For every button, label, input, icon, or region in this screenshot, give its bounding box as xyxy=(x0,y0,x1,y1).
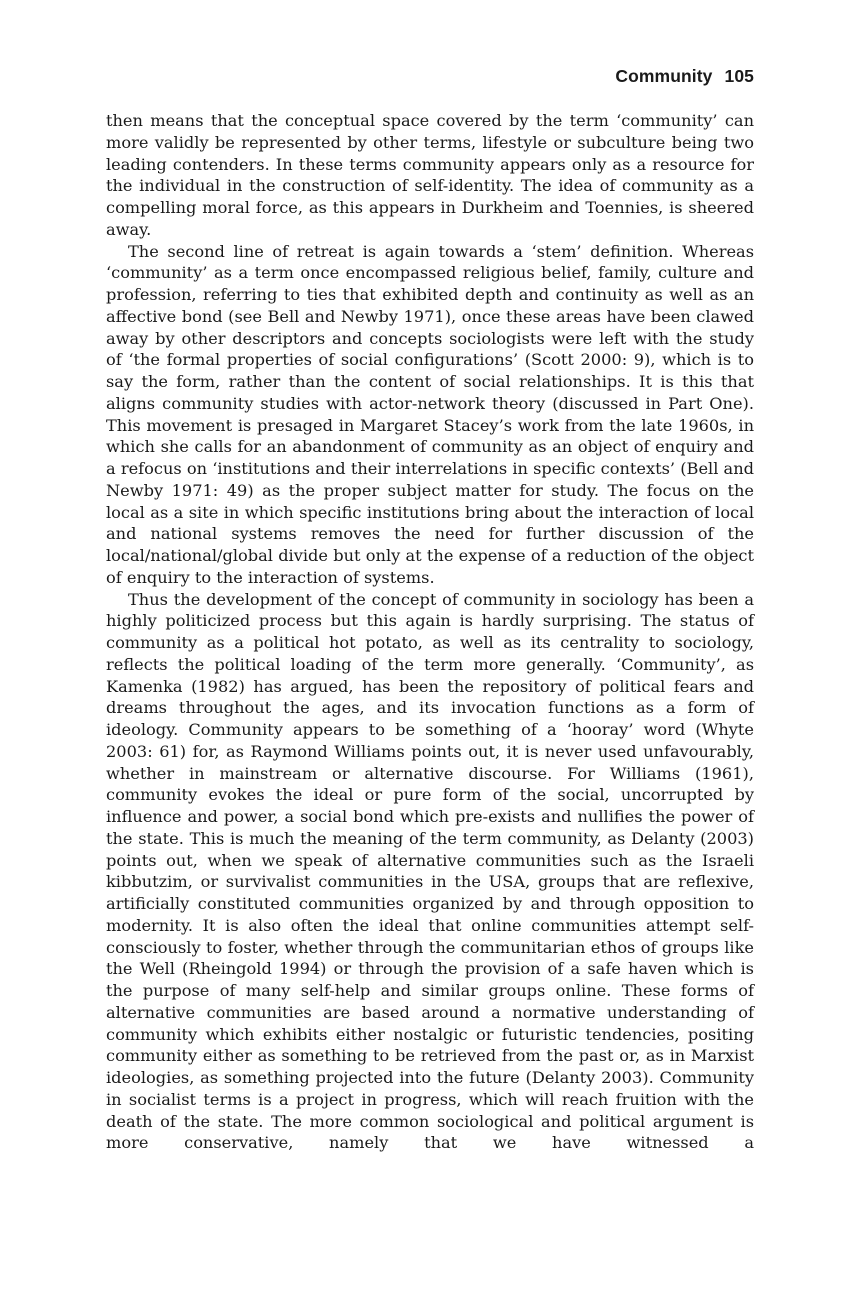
running-head xyxy=(615,66,754,87)
paragraph-continuation: then means that the conceptual space covered by the term ‘community’ can more validly be represented by other terms, lifestyle or subculture being two leading contenders. In these terms community appears only as a resource for the individual in the construction of self-identity. The idea of community as a compelling moral force, as this appears in Durkheim and Toennies, is sheered away. xyxy=(106,111,754,239)
running-head-title: Community xyxy=(615,66,713,86)
body-text xyxy=(106,110,754,1154)
paragraph-second-line-of-retreat: The second line of retreat is again towards a ‘stem’ definition. Whereas ‘community’ as a term once encompassed religious belief, family, culture and profession, referring to ties that exhibited depth and continuity as well as an affective bond (see Bell and Newby 1971), once these areas have been clawed away by other descriptors and concepts sociologists were left with the study of ‘the formal properties of social configurations’ (Scott 2000: 9), which is to say the form, rather than the content of social relationships. It is this that aligns community studies with actor-network theory (discussed in Part One). This movement is presaged in Margaret Stacey’s work from the late 1960s, in which she calls for an abandonment of community as an object of enquiry and a refocus on ‘institutions and their interrelations in specific contexts’ (Bell and Newby 1971: 49) as the proper subject matter for study. The focus on the local as a site in which specific institutions bring about the interaction of local and national systems removes the need for further discussion of the local/national/global divide but only at the expense of a reduction of the object of enquiry to the interaction of systems. xyxy=(106,241,754,587)
paragraph-politicized-process: Thus the development of the concept of community in sociology has been a highly politicized process but this again is hardly surprising. The status of community as a political hot potato, as well as its centrality to sociology, reflects the political loading of the term more generally. ‘Community’, as Kamenka (1982) has argued, has been the repository of political fears and dreams throughout the ages, and its invocation functions as a form of ideology. Community appears to be something of a ‘hooray’ word (Whyte 2003: 61) for, as Raymond Williams points out, it is never used unfavourably, whether in mainstream or alternative discourse. For Williams (1961), community evokes the ideal or pure form of the social, uncorrupted by influence and power, a social bond which pre-exists and nullifies the power of the state. This is much the meaning of the term community, as Delanty (2003) points out, when we speak of alternative communities such as the Israeli kibbutzim, or survivalist communities in the USA, groups that are reflexive, artificially constituted communities organized by and through opposition to modernity. It is also often the ideal that online communities attempt self-consciously to foster, whether through the communitarian ethos of groups like the Well (Rheingold 1994) or through the provision of a safe haven which is the purpose of many self-help and similar groups online. These forms of alternative communities are based around a normative understanding of community which exhibits either nostalgic or futuristic tendencies, positing community either as something to be retrieved from the past or, as in Marxist ideologies, as something projected into the future (Delanty 2003). Community in socialist terms is a project in progress, which will reach fruition with the death of the state. The more common sociological and political argument is more conservative, namely that we have witnessed a xyxy=(106,589,754,1153)
page-number: 105 xyxy=(724,66,754,86)
